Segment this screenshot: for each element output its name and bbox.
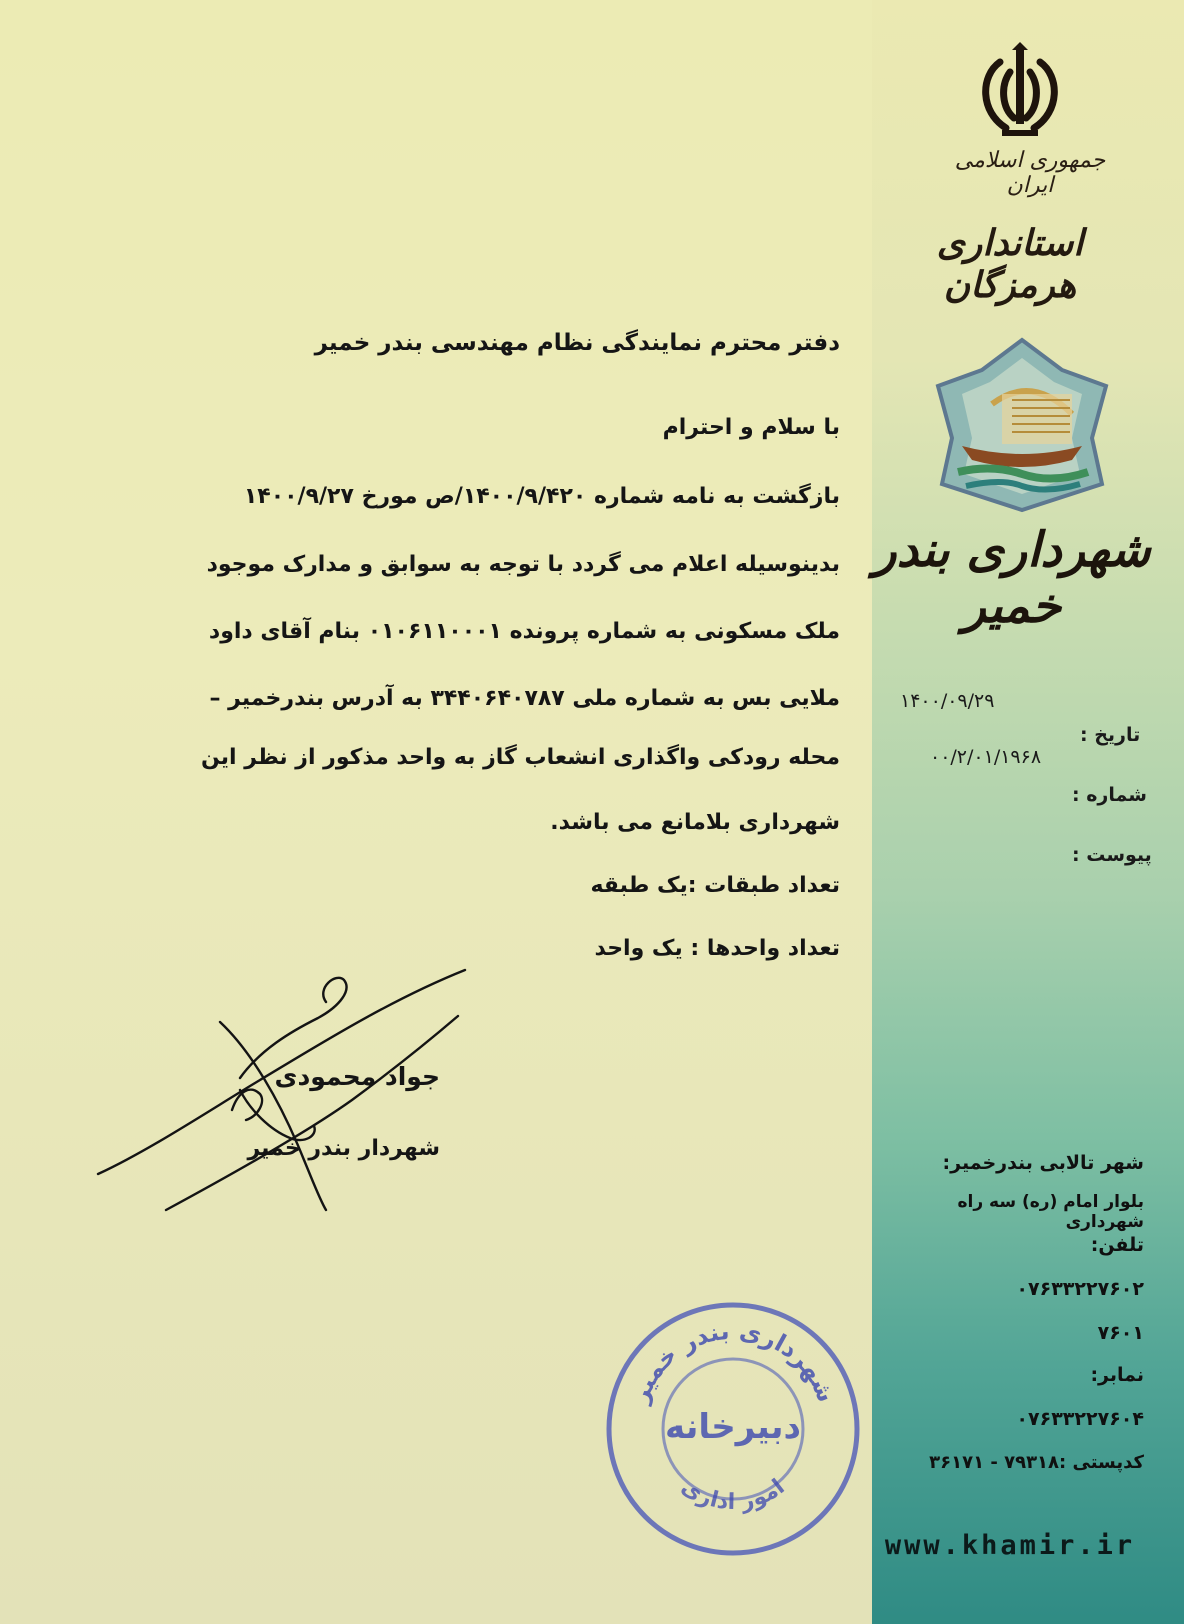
number-value: ۰۰/۲/۰۱/۱۹۶۸ xyxy=(930,746,1042,768)
date-value: ۱۴۰۰/۰۹/۲۹ xyxy=(900,690,995,712)
units-line: تعداد واحدها : یک واحد xyxy=(594,936,840,961)
signatory-title: شهردار بندر خمیر xyxy=(247,1136,440,1161)
fax-number: ۰۷۶۳۳۲۲۷۶۰۴ xyxy=(1016,1408,1144,1430)
postal-code: کدپستی :۷۹۳۱۸ - ۳۶۱۷۱ xyxy=(929,1452,1144,1473)
paragraph-line: شهرداری بلامانع می باشد. xyxy=(550,810,840,835)
signatory-name: جواد محمودی xyxy=(274,1062,440,1091)
address-line-2: بلوار امام (ره) سه راه شهرداری xyxy=(957,1192,1144,1232)
paragraph-line: بدینوسیله اعلام می گردد با توجه به سوابق و مدارک موجود xyxy=(206,552,840,577)
municipality-title: شهرداری بندر خمیر xyxy=(873,522,1151,634)
stamp-ring-text: شهرداری بندر خمیر xyxy=(625,1316,841,1407)
governorate-title: استانداری هرمزگان xyxy=(936,222,1084,306)
stamp-center-text: دبیرخانه xyxy=(665,1407,801,1447)
paragraph-line: ملک مسکونی به شماره پرونده ۰۱۰۶۱۱۰۰۰۱ بنام آقای داود xyxy=(208,619,840,644)
recipient-line: دفتر محترم نمایندگی نظام مهندسی بندر خمیر xyxy=(314,330,840,356)
website-link[interactable]: www.khamir.ir xyxy=(884,1530,1136,1561)
paragraph-line: محله رودکی واگذاری انشعاب گاز به واحد مذکور از نظر این xyxy=(201,745,840,770)
iran-emblem-icon xyxy=(972,42,1068,142)
phone-number-2: ۷۶۰۱ xyxy=(1097,1322,1144,1344)
round-stamp xyxy=(602,1298,864,1560)
handwritten-signature xyxy=(90,960,480,1220)
greeting-line: با سلام و احترام xyxy=(662,415,840,440)
paragraph-line: بازگشت به نامه شماره ۱۴۰۰/۹/۴۲۰/ص مورخ ۱۴۰۰/۹/۲۷ xyxy=(243,484,840,509)
paragraph-line: ملایی بس به شماره ملی ۳۴۴۰۶۴۰۷۸۷ به آدرس بندرخمیر – xyxy=(209,686,840,711)
address-line-1: شهر تالابی بندرخمیر: xyxy=(942,1152,1144,1174)
phone-label: تلفن: xyxy=(1090,1234,1144,1256)
date-label: تاریخ : xyxy=(1080,724,1141,746)
attachment-label: پیوست : xyxy=(1072,844,1152,866)
number-label: شماره : xyxy=(1072,784,1147,806)
stamp-bottom-text: امور اداری xyxy=(676,1474,790,1516)
phone-number-1: ۰۷۶۳۳۲۲۷۶۰۲ xyxy=(1016,1278,1144,1300)
republic-text: جمهوری اسلامی ایران xyxy=(954,148,1106,198)
floors-line: تعداد طبقات :یک طبقه xyxy=(590,873,840,898)
fax-label: نمابر: xyxy=(1090,1364,1144,1386)
municipality-logo-icon xyxy=(922,334,1122,516)
